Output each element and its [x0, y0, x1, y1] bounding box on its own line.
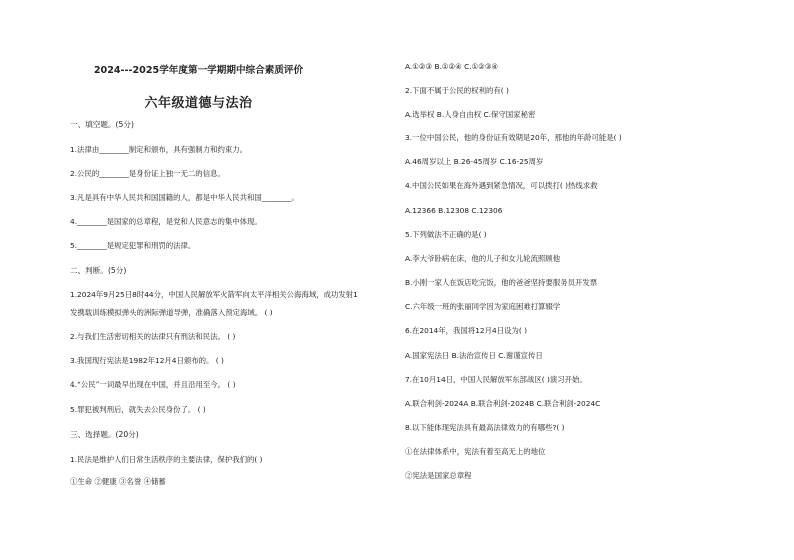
choice-q5-option-b: B.小刚一家人在饭店吃完饭，他的爸爸坚持要服务员开发票: [405, 278, 598, 287]
fill-question-5: 5.________是规定犯罪和刑罚的法律。: [70, 241, 196, 250]
choice-question-1: 1.民法是维护人们日常生活秩序的主要法律，保护我们的( ): [70, 455, 263, 464]
choice-q3-answers: A.46周岁以上 B.26-45周岁 C.16-25周岁: [405, 157, 544, 166]
section-2-heading: 二、判断。(5分): [70, 266, 127, 275]
judge-question-5: 5.罪犯被判刑后，就失去公民身份了。 ( ): [70, 405, 206, 414]
judge-question-1-line-2: 发携载训练模拟弹头的洲际弹道导弹，准确落入预定海域。 ( ): [70, 308, 273, 317]
choice-question-7: 7.在10月14日，中国人民解放军东部战区( )演习开始。: [405, 375, 587, 384]
judge-question-4: 4.“公民”一词最早出现在中国，并且沿用至今。 ( ): [70, 380, 236, 389]
choice-q1-answers: A.①②③ B.①②④ C.①②③④: [405, 62, 499, 71]
choice-question-2: 2.下面不属于公民的权利的有( ): [405, 86, 509, 95]
choice-question-8: 8.以下能体现宪法具有最高法律效力的有哪些?( ): [405, 423, 565, 432]
choice-q5-option-a: A.李大爷卧病在床，他的儿子和女儿轮流照顾他: [405, 254, 561, 263]
choice-q4-answers: A.12366 B.12308 C.12306: [405, 206, 503, 215]
fill-question-4: 4.________是国家的总章程，是党和人民意志的集中体现。: [70, 217, 262, 226]
fill-question-2: 2.公民的________是身份证上独一无二的信息。: [70, 169, 225, 178]
subject-title: 六年级道德与法治: [144, 96, 253, 111]
choice-q6-answers: A.国家宪法日 B.法治宣传日 C.谢谨宣传日: [405, 351, 543, 360]
judge-question-3: 3.我国现行宪法是1982年12月4日颁布的。 ( ): [70, 356, 224, 365]
choice-question-6: 6.在2014年，我国将12月4日设为( ): [405, 326, 527, 335]
judge-question-2: 2.与我们生活密切相关的法律只有刑法和民法。 ( ): [70, 332, 236, 341]
fill-question-1: 1.法律由________制定和颁布，具有强制力和约束力。: [70, 145, 248, 154]
judge-question-1-line-1: 1.2024年9月25日8时44分，中国人民解放军火箭军向太平洋相关公海海域，成功发射1: [70, 290, 358, 299]
fill-question-3: 3.凡是具有中华人民共和国国籍的人，都是中华人民共和国________。: [70, 193, 299, 202]
choice-q8-option-1: ①在法律体系中，宪法有着至高无上的地位: [405, 447, 546, 456]
section-3-heading: 三、选择题。(20分): [70, 430, 139, 439]
section-1-heading: 一、填空题。(5分): [70, 120, 134, 129]
choice-q8-option-2: ②宪法是国家总章程: [405, 471, 472, 480]
choice-q5-option-c: C.六年级一班的张丽同学因为家庭困难打算辍学: [405, 302, 561, 311]
choice-question-3: 3.一位中国公民，他的身份证有效期是20年，那他的年龄可能是( ): [405, 133, 622, 142]
choice-q2-answers: A.选举权 B.人身自由权 C.保守国家秘密: [405, 110, 536, 119]
choice-question-1-options: ①生命 ②健康 ③名誉 ④储蓄: [70, 477, 166, 486]
choice-question-5: 5.下列做法不正确的是( ): [405, 230, 487, 239]
choice-question-4: 4.中国公民如果在海外遇到紧急情况，可以拨打( )热线求救: [405, 181, 598, 190]
choice-q7-answers: A.联合利剑-2024A B.联合利剑-2024B C.联合利剑-2024C: [405, 399, 601, 408]
exam-title: 2024---2025学年度第一学期期中综合素质评价: [93, 65, 304, 76]
